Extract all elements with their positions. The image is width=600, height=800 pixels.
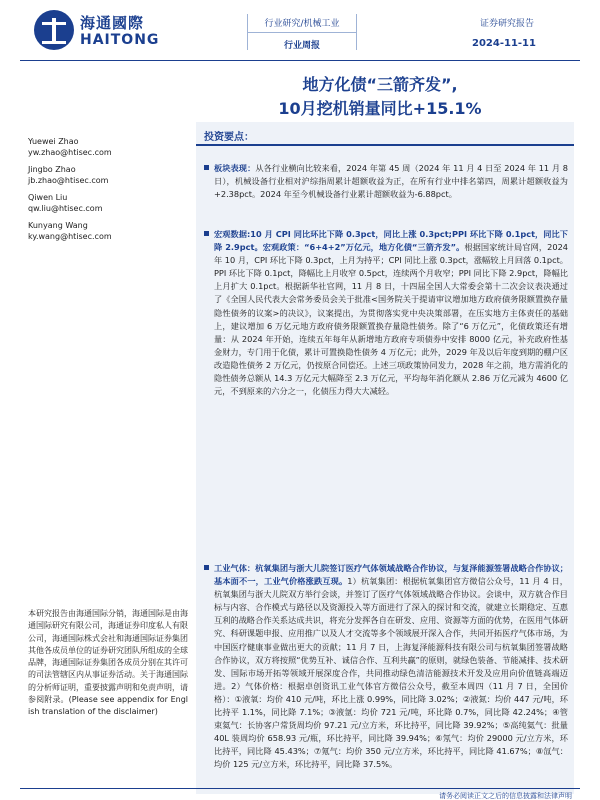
bullet-icon — [204, 165, 209, 170]
analyst-name: Jingbo Zhao — [28, 165, 76, 174]
summary-rule — [196, 144, 574, 146]
page-header — [0, 0, 600, 64]
analyst-email[interactable]: yw.zhao@htisec.com — [28, 148, 112, 157]
logo-en-text: HAITONG — [80, 32, 160, 48]
analyst-email[interactable]: jb.zhao@htisec.com — [28, 176, 109, 185]
report-title-line2: 10月挖机销量同比+15.1% — [278, 99, 482, 118]
industry-label: 行业研究/机械工业 — [264, 19, 340, 29]
paragraph-heading: 板块表现： — [214, 163, 256, 173]
analyst-block — [28, 192, 103, 214]
analyst-block — [28, 136, 112, 158]
analyst-block — [28, 220, 112, 242]
report-title-line1: 地方化债“三箭齐发”, — [302, 75, 458, 94]
report-category: 证券研究报告 — [480, 19, 535, 29]
analyst-block — [28, 164, 108, 186]
logo-cn-text: 海通國際 — [80, 14, 145, 32]
investment-summary-box — [196, 122, 574, 794]
summary-paragraph-macro — [204, 228, 568, 551]
summary-paragraph-gas — [204, 562, 568, 792]
report-type-label: 行业周报 — [283, 41, 320, 51]
bullet-icon — [204, 231, 209, 236]
disclaimer-text: 本研究报告由海通国际分销，海通国际是由海通国际研究有限公司，海通证券印度私人有限公司，海通国际株式会社和海通国际证券集团其他各成员单位的证券研究团队所组成的全球品牌，海通国际证券集团各成员分别在其许可的司法管辖区内从事证券活动。关于海通国际的分析师证明，重要披露声明和免责声明，请参阅附录。(Please see appendix for English translation of the disclaimer) — [28, 609, 188, 717]
header-rule — [20, 60, 580, 61]
analyst-name: Kunyang Wang — [28, 221, 88, 230]
paragraph-body: 根据国家统计局官网，2024 年 10 月，CPI 环比下降 0.3pct，上月为持平；CPI 同比上涨 0.3pct，涨幅较上月回落 0.1pct。PPI 环比下降 0.1pct，降幅比上月收窄 0.5pct，连续两个月收窄；PPI 同比下降 2.9pct，降幅比上月扩大 0.1pct。根据新华社官网，11 月 8 日，十四届全国人大常委会第十二次会议表决通过了《全国人民代表大会常务委员会关于批准<国务院关于提请审议增加地方政府债务限额置换存量隐性债务的议案>的决议》，议案提出，为贯彻落实党中央决策部署，在压实地方主体责任的基础上，建议增加 6 万亿元地方政府债务限额置换存量隐性债务。除了“6 万亿元”，化债政策还有增量：从 2024 年开始，连续五年每年从新增地方政府专项债券中安排 8000 亿元，补充政府性基金财力，专门用于化债，累计可置换隐性债务 4 万亿元；此外，2029 年及以后年度到期的棚户区改造隐性债务 2 万亿元，仍按原合同偿还。上述三项政策协同发力，2028 年之前，地方需消化的隐性债务总额从 14.3 万亿元大幅降至 2.3 万亿元，平均每年消化额从 2.86 万亿元减为 4600 亿元，不到原来的六分之一，化债压力得大大减轻。 — [214, 242, 568, 397]
report-date: 2024-11-11 — [472, 38, 536, 49]
footer-rule — [20, 788, 580, 789]
haitong-logo-icon — [34, 10, 74, 50]
paragraph-body: 1）杭氧集团：根据杭氧集团官方微信公众号，11 月 4 日，杭氧集团与浙大儿院双方举行会谈，并签订了医疗气体领域战略合作协议。会谈中，双方就合作目标与内容、合作模式与路径以及资源投入等方面进行了深入的探讨和交流，就建立长期稳定、互惠互利的战略合作关系达成共识，将充分发挥各自在研发、应用、资源等方面的优势，在医用气体研究、科研课题申报、应用推广以及人才交流等多个领域展开深入合作，共同开拓医疗气体市场，为中国医疗健康事业做出更大的贡献；11 月 7 日，上海复泽能源科技有限公司与杭氧集团签署战略合作协议，双方将按照“优势互补、诚信合作、互利共赢”的原则，就绿色装备、节能减排、技术研发、国际市场开拓等领域开展深度合作，共同推动绿色清洁能源技术开发及应用向价值链高端迈进。2）气体价格：根据卓创资讯工业气体官方微信公众号，截至本周四（11 月 7 日，全国价格）：①液氧：均价 410 元/吨，环比上涨 0.99%，同比降 3.02%；②液氮：均价 447 元/吨，环比持平 1.1%，同比降 7.1%；③液氩：均价 721 元/吨，环比降 0.7%，同比降 42.24%；④管束氦气：长协客户常货周均价 97.21 元/立方米，环比持平，同比降 39.92%；⑤高纯氦气：批量 40L 装周均价 658.93 元/瓶，环比持平，同比降 39.94%；⑥氖气：均价 29000 元/立方米，环比持平，同比降 45.43%；⑦氪气：均价 350 元/立方米，环比持平，同比降 41.67%；⑧氙气：均价 125 元/立方米，环比持平，同比降 37.5%。 — [214, 576, 568, 770]
bullet-icon — [204, 565, 209, 570]
haitong-logo — [34, 10, 160, 50]
summary-paragraph-sector — [204, 162, 568, 222]
footer-note: 请务必阅读正文之后的信息披露和法律声明 — [439, 792, 572, 800]
analyst-email[interactable]: qw.liu@htisec.com — [28, 204, 103, 213]
paragraph-heading: 宏观数据:10 月 CPI 同比环比下降 0.3pct，同比上涨 0.3pct;PPI 环比下降 0.1pct，同比下降 2.9pct。宏观政策：“6+4+2”万亿元，地方化债“三箭齐发”。 — [214, 229, 568, 253]
header-divider — [247, 32, 357, 33]
paragraph-heading: 工业气体：杭氧集团与浙大儿院签订医疗气体领域战略合作协议，与复泽能源签署战略合作协议；基本面不一，工业气价格涨跌互现。 — [214, 563, 568, 587]
summary-title: 投资要点： — [204, 132, 254, 143]
analyst-email[interactable]: ky.wang@htisec.com — [28, 232, 112, 241]
paragraph-body: 从各行业横向比较来看，2024 年第 45 周（2024 年 11 月 4 日至 2024 年 11 月 8 日），机械设备行业相对沪综指周累计超额收益为正，在所有行业中排名第四，周累计超额收益为+2.38pct。2024 年至今机械设备行业累计超额收益为-6.88pct。 — [214, 163, 568, 200]
analyst-name: Qiwen Liu — [28, 193, 68, 202]
analyst-name: Yuewei Zhao — [28, 137, 79, 146]
